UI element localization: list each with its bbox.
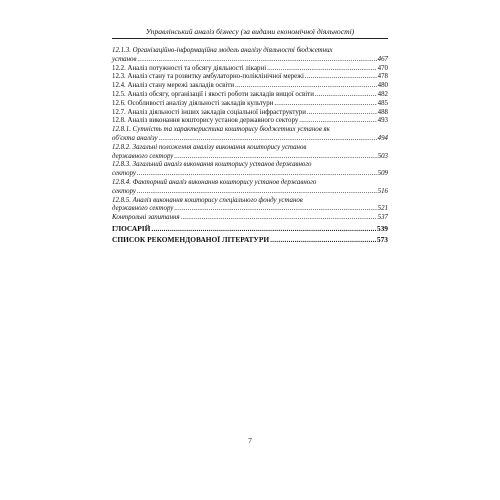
toc-entry — [112, 109, 388, 118]
toc-entry — [112, 126, 388, 144]
toc-page-number: 573 — [376, 234, 388, 244]
toc-page-number: 537 — [377, 214, 388, 222]
toc-leader — [137, 56, 376, 65]
running-header: Управлінський аналіз бізнесу (за видами економічної діяльності) — [112, 27, 388, 39]
toc-entry-title: 12.3. Аналіз стану та розвитку амбулаторно-поліклінічної мережі — [112, 73, 304, 81]
toc-page-number: 494 — [377, 134, 388, 142]
toc-entry-title: 12.8.5. Аналіз виконання кошторису спеціального фонду установ — [112, 196, 303, 204]
toc-entry — [112, 100, 388, 109]
toc-entry-title-cont: установ — [112, 55, 137, 63]
toc-leader — [174, 153, 376, 162]
toc-leader — [274, 100, 376, 109]
toc-page-number: 521 — [377, 205, 388, 213]
toc-entry-title: 12.2. Аналіз потужності та обсягу діяльності лікарні — [112, 64, 267, 72]
toc-entry-title: 12.8.3. Загальний аналіз виконання кошторису установ державного — [112, 161, 312, 169]
toc-entry — [112, 225, 388, 234]
toc-entry-title-cont: державного сектору — [112, 205, 174, 213]
toc-entry-title: 12.5. Аналіз обсягу, організації і якості роботи закладів вищої освіти — [112, 90, 314, 98]
toc-entry-title-cont: державного сектору — [112, 152, 174, 160]
toc-page-number: 509 — [377, 170, 388, 178]
toc-leader — [315, 91, 377, 100]
toc-entry-title: ГЛОСАРІЙ — [112, 223, 151, 233]
toc-entry-title-cont: сектору — [112, 187, 136, 195]
toc-page-number: 485 — [377, 99, 388, 107]
toc-leader — [151, 225, 376, 234]
toc-leader — [307, 109, 377, 118]
toc-leader — [267, 65, 377, 74]
toc-leader — [305, 73, 377, 82]
toc-entry-title: 12.8.2. Загальні положення аналізу виконання кошторису установ — [112, 143, 307, 151]
toc-entry — [112, 117, 388, 126]
table-of-contents — [112, 47, 388, 245]
toc-entry — [112, 82, 388, 91]
toc-leader — [137, 170, 377, 179]
toc-entry — [112, 65, 388, 74]
toc-entry-title: СПИСОК РЕКОМЕНДОВАНОЇ ЛІТЕРАТУРИ — [112, 234, 270, 244]
toc-entry-title: 12.4. Аналіз стану мережі закладів освіти — [112, 82, 235, 90]
toc-page-number: 539 — [376, 223, 388, 233]
toc-entry-title: Контрольні запитання — [112, 214, 180, 222]
toc-leader — [235, 82, 377, 91]
toc-entry-title-cont: сектору — [112, 170, 136, 178]
toc-entry — [112, 47, 388, 65]
toc-page-number: 488 — [377, 108, 388, 116]
toc-entry-title: 12.7. Аналіз діяльності інших закладів соціальної інфраструктури — [112, 108, 306, 116]
toc-entry — [112, 73, 388, 82]
toc-entry-title: 12.8.4. Факторний аналіз виконання кошторису установ державного — [112, 178, 317, 186]
toc-entry — [112, 197, 388, 215]
toc-entry — [112, 214, 388, 223]
toc-page-number: 470 — [377, 64, 388, 72]
toc-entry — [112, 236, 388, 245]
toc-entry-title-cont: об'єкта аналізу — [112, 134, 158, 142]
toc-page-number: 478 — [377, 73, 388, 81]
toc-page-number: 503 — [377, 152, 388, 160]
toc-page-number: 493 — [377, 117, 388, 125]
toc-entry-title: 12.1.3. Організаційно-інформаційна модель аналізу діяльності бюджетних — [112, 47, 333, 54]
toc-entry-title: 12.8. Аналіз виконання кошторису установ державного сектору — [112, 117, 299, 125]
toc-leader — [299, 117, 376, 126]
toc-entry — [112, 144, 388, 162]
toc-entry — [112, 161, 388, 179]
toc-entry — [112, 91, 388, 100]
toc-leader — [181, 214, 377, 223]
toc-entry-title: 12.6. Особливості аналізу діяльності закладів культури — [112, 99, 274, 107]
toc-page-number: 467 — [377, 55, 388, 63]
page-number: 7 — [248, 436, 252, 445]
toc-leader — [174, 205, 376, 214]
toc-page-number: 516 — [377, 187, 388, 195]
toc-leader — [159, 135, 377, 144]
toc-page-number: 480 — [377, 82, 388, 90]
toc-entry-title: 12.8.1. Сутність та характеристика кошторису бюджетних установ як — [112, 126, 330, 134]
toc-leader — [137, 188, 377, 197]
toc-page-number: 482 — [377, 90, 388, 98]
toc-leader — [270, 236, 376, 245]
toc-entry — [112, 179, 388, 197]
